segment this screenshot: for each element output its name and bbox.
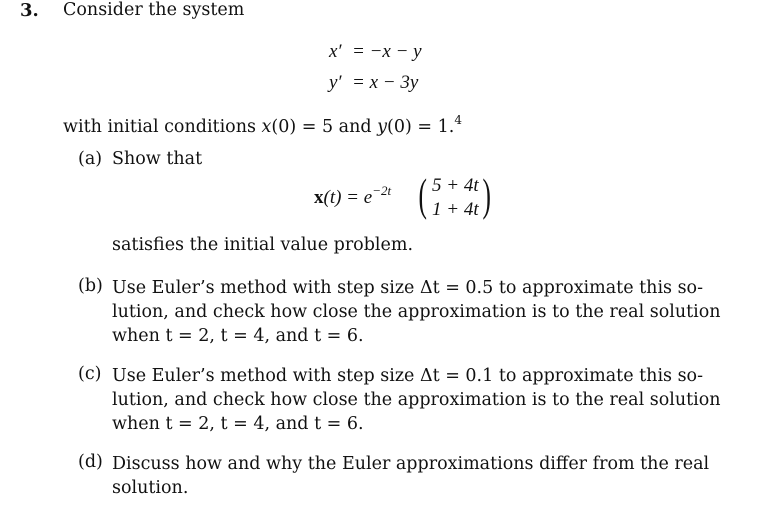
part-a-text: Show that xyxy=(112,149,203,169)
footnote-marker: 4 xyxy=(454,113,462,127)
part-b-line-3: when t = 2, t = 4, and t = 6. xyxy=(112,326,364,346)
part-a-after: satisfies the initial value problem. xyxy=(112,235,414,255)
part-b-label: (b) xyxy=(78,276,103,296)
solution-exponent: −2t xyxy=(372,183,392,198)
equation-1-rhs: = −x − y xyxy=(352,41,422,62)
part-c-label: (c) xyxy=(78,364,102,384)
equation-2-lhs: y′ xyxy=(329,72,342,93)
part-c-line-3: when t = 2, t = 4, and t = 6. xyxy=(112,414,364,434)
part-b-line-1: Use Euler’s method with step size Δt = 0.5 to approximate this so- xyxy=(112,278,704,298)
part-c-line-1: Use Euler’s method with step size Δt = 0.1 to approximate this so- xyxy=(112,366,704,386)
initial-conditions-mid: (0) = 5 and xyxy=(271,117,378,137)
right-paren: ) xyxy=(482,169,491,220)
left-paren: ( xyxy=(418,169,427,220)
solution-lhs-rest: (t) = e xyxy=(323,187,373,208)
part-d-label: (d) xyxy=(78,452,103,472)
x-variable: x xyxy=(261,117,272,137)
part-d-line-1: Discuss how and why the Euler approximations differ from the real xyxy=(112,454,710,474)
part-c-line-2: lution, and check how close the approximation is to the real solution xyxy=(112,390,721,410)
initial-conditions-end: (0) = 1. xyxy=(387,117,455,137)
part-b-text xyxy=(112,276,721,348)
problem-intro: Consider the system xyxy=(63,0,245,20)
solution-row-1: 5 + 4t xyxy=(432,175,479,196)
part-b-line-2: lution, and check how close the approximation is to the real solution xyxy=(112,302,721,322)
part-d-line-2: solution. xyxy=(112,478,189,498)
part-d-text xyxy=(112,452,709,500)
problem-number: 3. xyxy=(20,0,39,21)
part-c-text xyxy=(112,364,721,436)
equation-2-rhs: = x − 3y xyxy=(352,72,419,93)
solution-lhs xyxy=(314,183,392,209)
equation-1-lhs: x′ xyxy=(329,41,342,62)
solution-vector-x: x xyxy=(314,187,324,208)
initial-conditions xyxy=(63,113,462,137)
y-variable: y xyxy=(377,117,388,137)
solution-row-2: 1 + 4t xyxy=(432,199,479,220)
initial-conditions-text: with initial conditions xyxy=(63,117,262,137)
part-a-label: (a) xyxy=(78,149,103,169)
